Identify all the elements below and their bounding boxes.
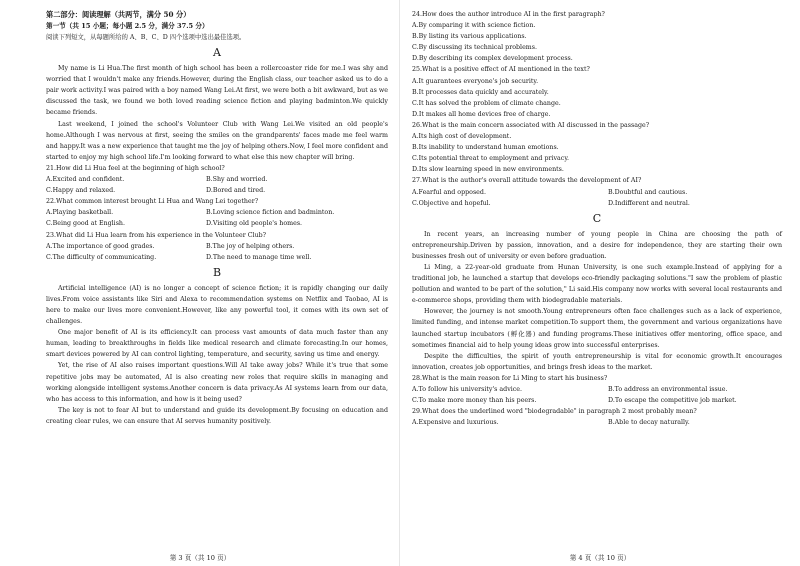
option-26-c: C.Its potential threat to employment and privacy. [412,155,570,163]
option-27-b: B.Doubtful and cautious. [608,188,688,196]
passage-a-paragraph: My name is Li Hua.The first month of high school has been a rollercoaster ride for me.I was shy and worried that I wouldn't make any friends.However, during the English class, our teacher asked us to do a pair work activity.I was paired with a boy named Wang Lei.At first, we were both a bit awkward, but as we discussed the task, we found we both loved reading science fiction and playing badminton.We quickly became friends. [46,65,388,117]
question-27-stem: 27.What is the author's overall attitude towards the development of AI? [412,177,642,185]
page-number-3: 第 3 页（共 10 页） [169,554,231,562]
option-28-b: B.To address an environmental issue. [608,386,728,393]
passage-c-paragraph: Despite the difficulties, the spirit of youth entrepreneurship is vital for economic growth.It encourages innovation, creates job opportunities, and brings fresh ideas to the market. [412,352,782,371]
option-24-c: C.By discussing its technical problems. [412,44,537,52]
option-21-b: B.Shy and worried. [206,176,268,184]
passage-c-paragraph: However, the journey is not smooth.Young entrepreneurs often face challenges such as a lack of experience, limited funding, and intense market competition.To support them, the government and various organizations have launched startup incubators (孵化器) and funding programs.These initiatives offer mentoring, office space, and sometimes financial aid to help young ideas grow into successful enterprises. [412,308,782,349]
option-22-a: A.Playing basketball. [46,209,114,217]
option-29-b: B.Able to decay naturally. [608,419,690,427]
option-24-a: A.By comparing it with science fiction. [412,22,536,30]
section-title: 第二部分：阅读理解（共两节，满分 50 分） [46,10,191,19]
passage-b-paragraph: Yet, the rise of AI also raises important questions.Will AI take away jobs? While it's true that some repetitive jobs may be automated, AI is also creating new roles that require skills in managing and working alongside intelligent systems.Another concern is data privacy.As AI systems learn from our data, who has access to this information, and how is it being used? [46,362,388,403]
passage-b-heading: B [212,265,222,279]
option-24-d: D.By describing its complex development process. [412,55,573,63]
passage-a-paragraph: Last weekend, I joined the school's Volunteer Club with Wang Lei.We visited an old people's home.Although I was nervous at first, seeing the smiles on the grandparents' faces made me feel warm and happy.It was a new experience that taught me the joy of helping others.Now, I feel more confident and started to enjoy my high school life.I'm looking forward to what else this new chapter will bring. [46,120,388,161]
option-21-d: D.Bored and tired. [206,187,266,195]
option-23-b: B.The joy of helping others. [206,242,295,250]
option-25-b: B.It processes data quickly and accurately. [412,88,549,96]
page-number-4: 第 4 页（共 10 页） [569,554,631,562]
option-21-c: C.Happy and relaxed. [46,187,116,195]
option-27-a: A.Fearful and opposed. [412,188,486,196]
question-22-stem: 22.What common interest brought Li Hua and Wang Lei together? [46,198,259,206]
sub-title: 第一节（共 15 小题；每小题 2.5 分，满分 37.5 分） [46,22,209,30]
question-28-stem: 28.What is the main reason for Li Ming to start his business? [412,374,608,382]
option-26-d: D.Its slow learning speed in new environments. [412,166,564,174]
option-21-a: A.Excited and confident. [46,176,125,184]
passage-b-paragraph: One major benefit of AI is its efficiency.It can process vast amounts of data much faster than any human, leading to breakthroughs in fields like medical research and climate forecasting.In our homes, smart devices powered by AI can control lighting, temperature, and security, saving us time and energy. [46,329,388,359]
option-22-b: B.Loving science fiction and badminton. [206,209,335,217]
option-29-a: A.Expensive and luxurious. [412,419,499,427]
option-25-a: A.It guarantees everyone's job security. [412,77,539,85]
question-29-stem: 29.What does the underlined word "biodegradable" in paragraph 2 most probably mean? [412,408,697,416]
option-25-c: C.It has solved the problem of climate change. [412,99,561,107]
option-27-d: D.Indifferent and neutral. [608,199,690,207]
option-26-b: B.Its inability to understand human emotions. [412,144,559,152]
passage-c-heading: C [592,211,602,225]
passage-a-heading: A [213,46,221,60]
passage-b-paragraph: The key is not to fear AI but to understand and guide its development.By focusing on education and creating clear rules, we can ensure that AI serves humanity positively. [46,406,388,425]
option-22-c: C.Being good at English. [46,220,125,228]
option-28-c: C.To make more money than his peers. [412,397,537,405]
option-24-b: B.By listing its various applications. [412,33,527,41]
page-footer [400,552,800,562]
option-23-d: D.The need to manage time well. [206,253,312,261]
passage-c-paragraph: In recent years, an increasing number of young people in China are choosing the path of entrepreneurship.Driven by passion, innovation, and a desire for independence, they are starting their own businesses fresh out of university or even before graduation. [412,230,782,260]
option-23-c: C.The difficulty of communicating. [46,253,157,261]
page-footer [0,552,400,562]
passage-b-paragraph: Artificial intelligence (AI) is no longer a concept of science fiction; it is rapidly changing our daily lives.From voice assistants like Siri and Alexa to recommendation systems on Netflix and Taobao, AI is here to make our lives more convenient.However, like any powerful tool, it comes with its own set of challenges. [46,284,388,326]
option-22-d: D.Visiting old people's homes. [206,220,303,228]
option-28-d: D.To escape the competitive job market. [608,397,737,405]
question-24-stem: 24.How does the author introduce AI in the first paragraph? [412,11,605,18]
option-28-a: A.To follow his university's advice. [412,386,523,393]
option-27-c: C.Objective and hopeful. [412,199,491,207]
question-26-stem: 26.What is the main concern associated with AI discussed in the passage? [412,121,650,129]
option-26-a: A.Its high cost of development. [412,133,512,141]
option-25-d: D.It makes all home devices free of charge. [412,110,551,118]
question-25-stem: 25.What is a positive effect of AI mentioned in the text? [412,66,590,74]
instruction: 阅读下列短文，从每题所给的 A、B、C、D 四个选项中选出最佳选项。 [46,34,246,41]
question-21-stem: 21.How did Li Hua feel at the beginning of high school? [46,164,225,172]
page-4 [400,0,800,566]
option-23-a: A.The importance of good grades. [46,242,155,250]
passage-c-paragraph: Li Ming, a 22-year-old graduate from Hunan University, is one such example.Instead of applying for a traditional job, he launched a startup that develops eco-friendly packaging solutions."I saw the problem of plastic pollution and wanted to be part of the solution," Li said.His company now works with several local restaurants and e-commerce shops, providing them with biodegradable materials. [412,263,782,305]
question-23-stem: 23.What did Li Hua learn from his experience in the Volunteer Club? [46,231,267,239]
